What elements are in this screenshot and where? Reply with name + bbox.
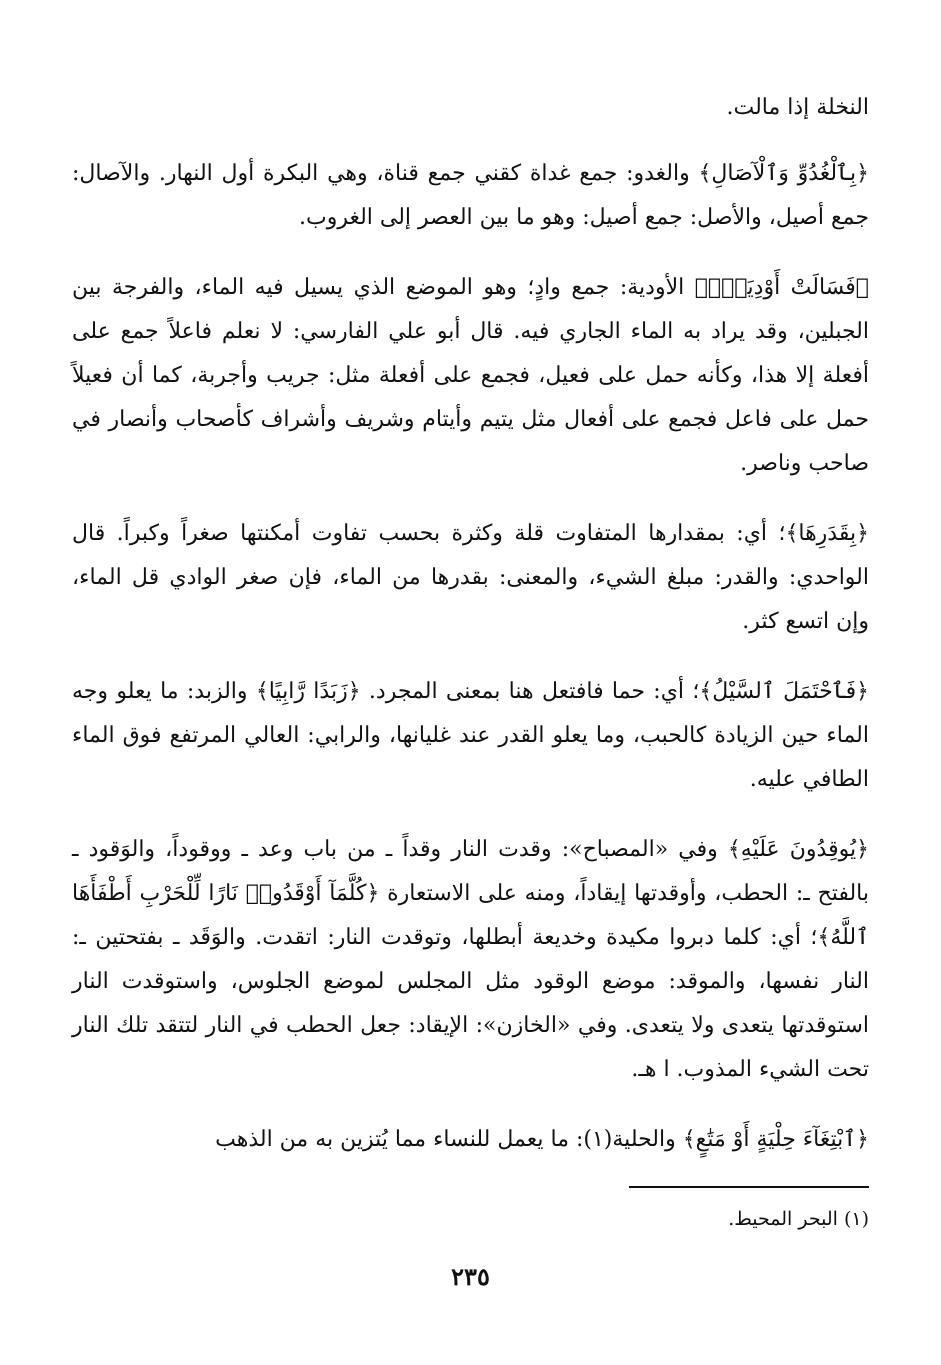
paragraph-7: ﴿ٱبْتِغَآءَ حِلْيَةٍ أَوْ مَتَٰعٍ﴾ والحلية(١): ما يعمل للنساء مما يُتزين به من الذهب — [215, 1127, 869, 1152]
paragraph-3: ﴿فَسَالَتْ أَوْدِيَةٌۢ﴾ الأودية: جمع وادٍ؛ وهو الموضع الذي يسيل فيه الماء، والفرجة بين الجبلين، وقد يراد به الماء الجاري فيه. قال أبو علي الفارسي: لا نعلم فاعلاً جمع على أفعلة إلا هذا، وكأنه حمل على فعيل، فجمع على أفعلة مثل: جريب وأجربة، كما أن فعيلاً حمل على فاعل فجمع على أفعال مثل يتيم وأيتام وشريف وأشراف كأصحاب وأنصار في صاحب وناصر. — [72, 275, 869, 476]
page-number: ٢٣٥ — [451, 1262, 490, 1291]
paragraph-2: ﴿بِٱلْغُدُوِّ وَٱلْآصَالِ﴾ والغدو: جمع غداة كقني جمع قناة، وهي البكرة أول النهار. والآصال: جمع أصيل، والأصل: جمع أصيل: وهو ما بين العصر إلى الغروب. — [72, 161, 869, 230]
paragraph-5: ﴿فَٱحْتَمَلَ ٱلسَّيْلُ﴾؛ أي: حما فافتعل هنا بمعنى المجرد. ﴿زَبَدًا رَّابِيًا﴾ والزبد: ما يعلو وجه الماء حين الزيادة كالحبب، وما يعلو القدر عند غليانها، والرابي: العالي المرتفع فوق الماء الطافي عليه. — [72, 679, 870, 792]
page-body — [72, 86, 869, 1188]
footnote-divider — [629, 1186, 869, 1188]
paragraph-6: ﴿يُوقِدُونَ عَلَيْهِ﴾ وفي «المصباح»: وقدت النار وقداً ـ من باب وعد ـ ووقوداً، والوَقود ـ بالفتح ـ: الحطب، وأوقدتها إيقاداً، ومنه على الاستعارة ﴿كُلَّمَآ أَوْقَدُوا۟ نَارًا لِّلْحَرْبِ أَطْفَأَهَا ٱللَّهُ﴾؛ أي: كلما دبروا مكيدة وخديعة أبطلها، وتوقدت النار: اتقدت. والوَقَد ـ بفتحتين ـ: النار نفسها، والموقد: موضع الوقود مثل المجلس لموضع الجلوس، واستوقدت النار استوقدتها يتعدى ولا يتعدى. وفي «الخازن»: الإيقاد: جعل الحطب في النار لتتقد تلك النار تحت الشيء المذوب. ا هـ. — [72, 837, 869, 1082]
paragraph-4: ﴿بِقَدَرِهَا﴾؛ أي: بمقدارها المتفاوت قلة وكثرة بحسب تفاوت أمكنتها صغراً وكبراً. قال الواحدي: والقدر: مبلغ الشيء، والمعنى: بقدرها من الماء، فإن صغر الوادي قل الماء، وإن اتسع كثر. — [72, 521, 869, 634]
footnote: (١) البحر المحيط. — [728, 1208, 869, 1230]
paragraph-1: النخلة إذا مالت. — [726, 95, 869, 120]
